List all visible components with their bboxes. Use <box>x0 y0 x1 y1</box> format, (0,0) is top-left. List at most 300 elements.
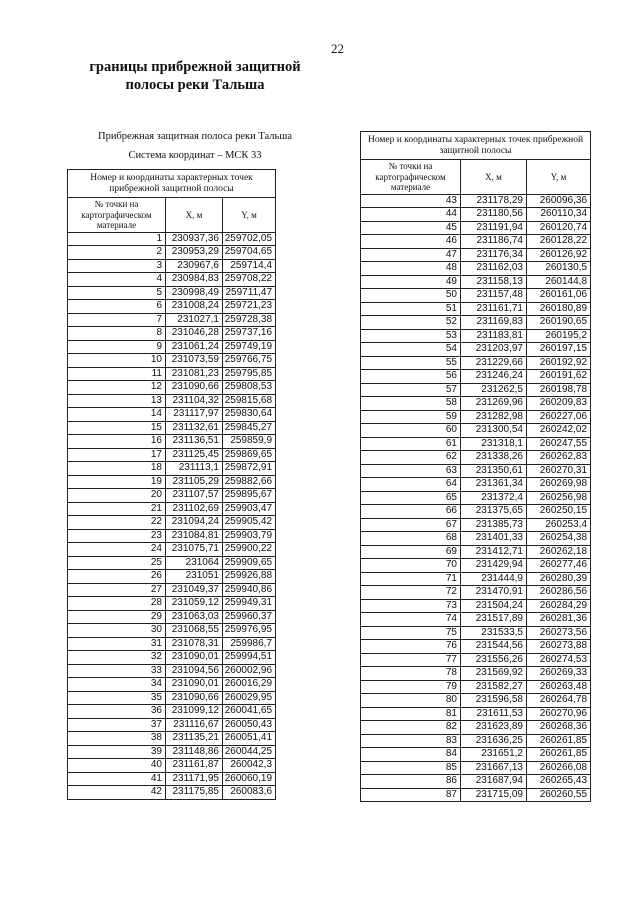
table-row <box>361 491 591 505</box>
y-coordinate-cell: 259976,95 <box>223 624 276 638</box>
point-number-cell: 44 <box>361 208 461 222</box>
table-row <box>361 397 591 411</box>
x-coordinate-cell: 231175,85 <box>166 786 223 800</box>
point-number-cell: 30 <box>68 624 166 638</box>
x-coordinate-cell: 231136,51 <box>166 435 223 449</box>
y-coordinate-cell: 260227,06 <box>527 410 591 424</box>
point-number-cell: 87 <box>361 788 461 802</box>
table-row <box>361 626 591 640</box>
y-coordinate-cell: 260274,53 <box>527 653 591 667</box>
caption-river: Прибрежная защитная полоса реки Тальша <box>97 131 293 142</box>
point-number-cell: 62 <box>361 451 461 465</box>
y-coordinate-cell: 260180,89 <box>527 302 591 316</box>
y-coordinate-cell: 260191,62 <box>527 370 591 384</box>
table-row <box>361 721 591 735</box>
point-number-cell: 68 <box>361 532 461 546</box>
table-row <box>68 232 276 246</box>
table-row <box>361 761 591 775</box>
x-coordinate-cell: 231582,27 <box>461 680 527 694</box>
x-coordinate-cell: 231385,73 <box>461 518 527 532</box>
y-coordinate-cell: 260161,06 <box>527 289 591 303</box>
table-row <box>361 572 591 586</box>
table-row <box>68 246 276 260</box>
x-coordinate-cell: 231116,67 <box>166 718 223 732</box>
y-coordinate-cell: 260198,78 <box>527 383 591 397</box>
point-number-cell: 18 <box>68 462 166 476</box>
y-coordinate-cell: 259949,31 <box>223 597 276 611</box>
x-coordinate-cell: 231078,31 <box>166 637 223 651</box>
x-coordinate-cell: 231125,45 <box>166 448 223 462</box>
table-row <box>68 637 276 651</box>
point-number-cell: 60 <box>361 424 461 438</box>
column-header-y: Y, м <box>527 160 591 195</box>
table-row <box>361 451 591 465</box>
point-number-cell: 23 <box>68 529 166 543</box>
y-coordinate-cell: 260273,88 <box>527 640 591 654</box>
table-row <box>68 543 276 557</box>
point-number-cell: 73 <box>361 599 461 613</box>
x-coordinate-cell: 231046,28 <box>166 327 223 341</box>
x-coordinate-cell: 231117,97 <box>166 408 223 422</box>
table-title: Номер и координаты характерных точек прибрежной защитной полосы <box>68 170 276 198</box>
point-number-cell: 26 <box>68 570 166 584</box>
table-row <box>361 734 591 748</box>
y-coordinate-cell: 260269,98 <box>527 478 591 492</box>
point-number-cell: 45 <box>361 221 461 235</box>
table-row <box>68 327 276 341</box>
table-body-right <box>361 194 591 802</box>
x-coordinate-cell: 231203,97 <box>461 343 527 357</box>
point-number-cell: 65 <box>361 491 461 505</box>
x-coordinate-cell: 230937,36 <box>166 232 223 246</box>
point-number-cell: 31 <box>68 637 166 651</box>
x-coordinate-cell: 231090,66 <box>166 381 223 395</box>
x-coordinate-cell: 231090,01 <box>166 678 223 692</box>
point-number-cell: 36 <box>68 705 166 719</box>
point-number-cell: 17 <box>68 448 166 462</box>
point-number-cell: 11 <box>68 367 166 381</box>
table-row <box>361 788 591 802</box>
table-row <box>68 489 276 503</box>
y-coordinate-cell: 259859,9 <box>223 435 276 449</box>
point-number-cell: 72 <box>361 586 461 600</box>
point-number-cell: 76 <box>361 640 461 654</box>
point-number-cell: 53 <box>361 329 461 343</box>
table-row <box>68 718 276 732</box>
x-coordinate-cell: 231094,24 <box>166 516 223 530</box>
x-coordinate-cell: 231061,24 <box>166 340 223 354</box>
table-row <box>68 394 276 408</box>
x-coordinate-cell: 231068,55 <box>166 624 223 638</box>
table-row <box>68 786 276 800</box>
table-row <box>361 383 591 397</box>
x-coordinate-cell: 231059,12 <box>166 597 223 611</box>
y-coordinate-cell: 259926,88 <box>223 570 276 584</box>
coordinates-table-right <box>360 131 591 802</box>
y-coordinate-cell: 259960,37 <box>223 610 276 624</box>
point-number-cell: 63 <box>361 464 461 478</box>
x-coordinate-cell: 231412,71 <box>461 545 527 559</box>
point-number-cell: 3 <box>68 259 166 273</box>
table-row <box>361 640 591 654</box>
y-coordinate-cell: 260042,3 <box>223 759 276 773</box>
x-coordinate-cell: 231180,56 <box>461 208 527 222</box>
x-coordinate-cell: 231429,94 <box>461 559 527 573</box>
page-number: 22 <box>331 41 344 56</box>
x-coordinate-cell: 231158,13 <box>461 275 527 289</box>
y-coordinate-cell: 259830,64 <box>223 408 276 422</box>
y-coordinate-cell: 260268,36 <box>527 721 591 735</box>
x-coordinate-cell: 231262,5 <box>461 383 527 397</box>
x-coordinate-cell: 231161,71 <box>461 302 527 316</box>
y-coordinate-cell: 260266,08 <box>527 761 591 775</box>
point-number-cell: 16 <box>68 435 166 449</box>
x-coordinate-cell: 231517,89 <box>461 613 527 627</box>
point-number-cell: 20 <box>68 489 166 503</box>
point-number-cell: 9 <box>68 340 166 354</box>
x-coordinate-cell: 231375,65 <box>461 505 527 519</box>
x-coordinate-cell: 231611,53 <box>461 707 527 721</box>
y-coordinate-cell: 260060,19 <box>223 772 276 786</box>
point-number-cell: 80 <box>361 694 461 708</box>
x-coordinate-cell: 231169,83 <box>461 316 527 330</box>
x-coordinate-cell: 231008,24 <box>166 300 223 314</box>
table-row <box>361 559 591 573</box>
y-coordinate-cell: 259872,91 <box>223 462 276 476</box>
y-coordinate-cell: 260126,92 <box>527 248 591 262</box>
table-row <box>361 667 591 681</box>
y-coordinate-cell: 260263,48 <box>527 680 591 694</box>
point-number-cell: 79 <box>361 680 461 694</box>
x-coordinate-cell: 231623,89 <box>461 721 527 735</box>
y-coordinate-cell: 260144,8 <box>527 275 591 289</box>
table-row <box>361 356 591 370</box>
table-row <box>68 664 276 678</box>
table-row <box>361 316 591 330</box>
table-row <box>68 421 276 435</box>
y-coordinate-cell: 260110,34 <box>527 208 591 222</box>
y-coordinate-cell: 260284,29 <box>527 599 591 613</box>
y-coordinate-cell: 260096,36 <box>527 194 591 208</box>
point-number-cell: 70 <box>361 559 461 573</box>
y-coordinate-cell: 259728,38 <box>223 313 276 327</box>
document-heading <box>60 58 330 94</box>
point-number-cell: 19 <box>68 475 166 489</box>
table-row <box>361 532 591 546</box>
point-number-cell: 15 <box>68 421 166 435</box>
y-coordinate-cell: 259903,79 <box>223 529 276 543</box>
y-coordinate-cell: 260250,15 <box>527 505 591 519</box>
x-coordinate-cell: 231063,03 <box>166 610 223 624</box>
y-coordinate-cell: 259986,7 <box>223 637 276 651</box>
point-number-cell: 1 <box>68 232 166 246</box>
caption-coordinate-system: Система координат – МСК 33 <box>128 150 262 161</box>
table-title: Номер и координаты характерных точек прибрежной защитной полосы <box>361 132 591 160</box>
point-number-cell: 35 <box>68 691 166 705</box>
point-number-cell: 38 <box>68 732 166 746</box>
point-number-cell: 46 <box>361 235 461 249</box>
y-coordinate-cell: 260002,96 <box>223 664 276 678</box>
point-number-cell: 55 <box>361 356 461 370</box>
x-coordinate-cell: 231084,81 <box>166 529 223 543</box>
x-coordinate-cell: 231176,34 <box>461 248 527 262</box>
table-row <box>361 370 591 384</box>
table-row <box>361 437 591 451</box>
table-row <box>361 505 591 519</box>
point-number-cell: 40 <box>68 759 166 773</box>
x-coordinate-cell: 231533,5 <box>461 626 527 640</box>
y-coordinate-cell: 260261,85 <box>527 748 591 762</box>
table-row <box>68 529 276 543</box>
table-row <box>68 516 276 530</box>
x-coordinate-cell: 231687,94 <box>461 775 527 789</box>
x-coordinate-cell: 231161,87 <box>166 759 223 773</box>
y-coordinate-cell: 259721,23 <box>223 300 276 314</box>
x-coordinate-cell: 231132,61 <box>166 421 223 435</box>
point-number-cell: 81 <box>361 707 461 721</box>
y-coordinate-cell: 259711,47 <box>223 286 276 300</box>
table-row <box>68 610 276 624</box>
point-number-cell: 67 <box>361 518 461 532</box>
x-coordinate-cell: 231104,32 <box>166 394 223 408</box>
table-row <box>68 678 276 692</box>
x-coordinate-cell: 231027,1 <box>166 313 223 327</box>
y-coordinate-cell: 260051,41 <box>223 732 276 746</box>
x-coordinate-cell: 231361,34 <box>461 478 527 492</box>
y-coordinate-cell: 259815,68 <box>223 394 276 408</box>
x-coordinate-cell: 231099,12 <box>166 705 223 719</box>
coordinates-table-left <box>67 169 276 800</box>
table-row <box>361 289 591 303</box>
table-row <box>68 745 276 759</box>
y-coordinate-cell: 260277,46 <box>527 559 591 573</box>
y-coordinate-cell: 260265,43 <box>527 775 591 789</box>
y-coordinate-cell: 260041,65 <box>223 705 276 719</box>
x-coordinate-cell: 231556,26 <box>461 653 527 667</box>
point-number-cell: 50 <box>361 289 461 303</box>
y-coordinate-cell: 260130,5 <box>527 262 591 276</box>
point-number-cell: 82 <box>361 721 461 735</box>
table-row <box>68 381 276 395</box>
table-row <box>361 410 591 424</box>
y-coordinate-cell: 259895,67 <box>223 489 276 503</box>
x-coordinate-cell: 231081,23 <box>166 367 223 381</box>
y-coordinate-cell: 260264,78 <box>527 694 591 708</box>
y-coordinate-cell: 259882,66 <box>223 475 276 489</box>
y-coordinate-cell: 259845,27 <box>223 421 276 435</box>
point-number-cell: 71 <box>361 572 461 586</box>
y-coordinate-cell: 260270,31 <box>527 464 591 478</box>
y-coordinate-cell: 260247,55 <box>527 437 591 451</box>
point-number-cell: 78 <box>361 667 461 681</box>
x-coordinate-cell: 231186,74 <box>461 235 527 249</box>
point-number-cell: 59 <box>361 410 461 424</box>
table-row <box>361 275 591 289</box>
x-coordinate-cell: 231171,95 <box>166 772 223 786</box>
point-number-cell: 69 <box>361 545 461 559</box>
point-number-cell: 7 <box>68 313 166 327</box>
x-coordinate-cell: 230984,83 <box>166 273 223 287</box>
x-coordinate-cell: 231229,66 <box>461 356 527 370</box>
table-row <box>361 221 591 235</box>
point-number-cell: 77 <box>361 653 461 667</box>
table-row <box>361 694 591 708</box>
point-number-cell: 39 <box>68 745 166 759</box>
table-row <box>68 259 276 273</box>
table-row <box>361 329 591 343</box>
x-coordinate-cell: 231318,1 <box>461 437 527 451</box>
point-number-cell: 51 <box>361 302 461 316</box>
point-number-cell: 8 <box>68 327 166 341</box>
column-header-point: № точки на картографическом материале <box>68 198 166 233</box>
point-number-cell: 14 <box>68 408 166 422</box>
x-coordinate-cell: 231667,13 <box>461 761 527 775</box>
y-coordinate-cell: 260253,4 <box>527 518 591 532</box>
x-coordinate-cell: 231107,57 <box>166 489 223 503</box>
x-coordinate-cell: 231401,33 <box>461 532 527 546</box>
y-coordinate-cell: 259714,4 <box>223 259 276 273</box>
x-coordinate-cell: 230998,49 <box>166 286 223 300</box>
point-number-cell: 52 <box>361 316 461 330</box>
y-coordinate-cell: 259702,05 <box>223 232 276 246</box>
x-coordinate-cell: 231300,54 <box>461 424 527 438</box>
y-coordinate-cell: 259909,65 <box>223 556 276 570</box>
point-number-cell: 43 <box>361 194 461 208</box>
y-coordinate-cell: 260260,55 <box>527 788 591 802</box>
point-number-cell: 4 <box>68 273 166 287</box>
point-number-cell: 48 <box>361 262 461 276</box>
table-row <box>68 556 276 570</box>
table-row <box>68 300 276 314</box>
column-header-x: X, м <box>166 198 223 233</box>
point-number-cell: 10 <box>68 354 166 368</box>
y-coordinate-cell: 260083,6 <box>223 786 276 800</box>
y-coordinate-cell: 259994,51 <box>223 651 276 665</box>
x-coordinate-cell: 231350,61 <box>461 464 527 478</box>
x-coordinate-cell: 231569,92 <box>461 667 527 681</box>
x-coordinate-cell: 231157,48 <box>461 289 527 303</box>
table-row <box>361 194 591 208</box>
x-coordinate-cell: 231636,25 <box>461 734 527 748</box>
y-coordinate-cell: 260262,18 <box>527 545 591 559</box>
y-coordinate-cell: 260050,43 <box>223 718 276 732</box>
y-coordinate-cell: 259708,22 <box>223 273 276 287</box>
x-coordinate-cell: 231178,29 <box>461 194 527 208</box>
table-row <box>68 651 276 665</box>
point-number-cell: 66 <box>361 505 461 519</box>
table-row <box>68 624 276 638</box>
table-row <box>361 653 591 667</box>
y-coordinate-cell: 260254,38 <box>527 532 591 546</box>
table-row <box>361 424 591 438</box>
table-row <box>68 286 276 300</box>
x-coordinate-cell: 231113,1 <box>166 462 223 476</box>
point-number-cell: 42 <box>68 786 166 800</box>
y-coordinate-cell: 260242,02 <box>527 424 591 438</box>
point-number-cell: 6 <box>68 300 166 314</box>
x-coordinate-cell: 231073,59 <box>166 354 223 368</box>
table-row <box>68 313 276 327</box>
column-header-x: X, м <box>461 160 527 195</box>
table-body-left <box>68 232 276 799</box>
y-coordinate-cell: 259940,86 <box>223 583 276 597</box>
x-coordinate-cell: 231470,91 <box>461 586 527 600</box>
x-coordinate-cell: 231504,24 <box>461 599 527 613</box>
table-row <box>68 583 276 597</box>
x-coordinate-cell: 231090,01 <box>166 651 223 665</box>
y-coordinate-cell: 260261,85 <box>527 734 591 748</box>
table-row <box>361 545 591 559</box>
x-coordinate-cell: 231094,56 <box>166 664 223 678</box>
table-row <box>361 707 591 721</box>
x-coordinate-cell: 231105,29 <box>166 475 223 489</box>
point-number-cell: 24 <box>68 543 166 557</box>
y-coordinate-cell: 260256,98 <box>527 491 591 505</box>
y-coordinate-cell: 259766,75 <box>223 354 276 368</box>
table-row <box>361 775 591 789</box>
y-coordinate-cell: 260262,83 <box>527 451 591 465</box>
y-coordinate-cell: 260029,95 <box>223 691 276 705</box>
point-number-cell: 83 <box>361 734 461 748</box>
x-coordinate-cell: 231269,96 <box>461 397 527 411</box>
y-coordinate-cell: 259903,47 <box>223 502 276 516</box>
point-number-cell: 56 <box>361 370 461 384</box>
point-number-cell: 28 <box>68 597 166 611</box>
table-row <box>361 343 591 357</box>
y-coordinate-cell: 259905,42 <box>223 516 276 530</box>
table-row <box>68 570 276 584</box>
y-coordinate-cell: 260273,56 <box>527 626 591 640</box>
table-row <box>68 597 276 611</box>
point-number-cell: 61 <box>361 437 461 451</box>
table-row <box>361 586 591 600</box>
table-row <box>68 354 276 368</box>
point-number-cell: 47 <box>361 248 461 262</box>
table-row <box>361 478 591 492</box>
y-coordinate-cell: 260286,56 <box>527 586 591 600</box>
y-coordinate-cell: 260197,15 <box>527 343 591 357</box>
table-row <box>68 462 276 476</box>
table-row <box>68 475 276 489</box>
x-coordinate-cell: 231282,98 <box>461 410 527 424</box>
point-number-cell: 86 <box>361 775 461 789</box>
table-row <box>361 748 591 762</box>
y-coordinate-cell: 260209,83 <box>527 397 591 411</box>
y-coordinate-cell: 260195,2 <box>527 329 591 343</box>
y-coordinate-cell: 260270,96 <box>527 707 591 721</box>
point-number-cell: 34 <box>68 678 166 692</box>
table-row <box>68 732 276 746</box>
x-coordinate-cell: 231444,9 <box>461 572 527 586</box>
y-coordinate-cell: 259737,16 <box>223 327 276 341</box>
table-row <box>361 235 591 249</box>
x-coordinate-cell: 231544,56 <box>461 640 527 654</box>
y-coordinate-cell: 260192,92 <box>527 356 591 370</box>
table-row <box>68 772 276 786</box>
table-row <box>68 759 276 773</box>
point-number-cell: 22 <box>68 516 166 530</box>
table-row <box>68 367 276 381</box>
x-coordinate-cell: 231338,26 <box>461 451 527 465</box>
table-row <box>361 599 591 613</box>
y-coordinate-cell: 260190,65 <box>527 316 591 330</box>
table-row <box>68 705 276 719</box>
x-coordinate-cell: 231596,58 <box>461 694 527 708</box>
point-number-cell: 27 <box>68 583 166 597</box>
point-number-cell: 13 <box>68 394 166 408</box>
point-number-cell: 5 <box>68 286 166 300</box>
y-coordinate-cell: 259900,22 <box>223 543 276 557</box>
